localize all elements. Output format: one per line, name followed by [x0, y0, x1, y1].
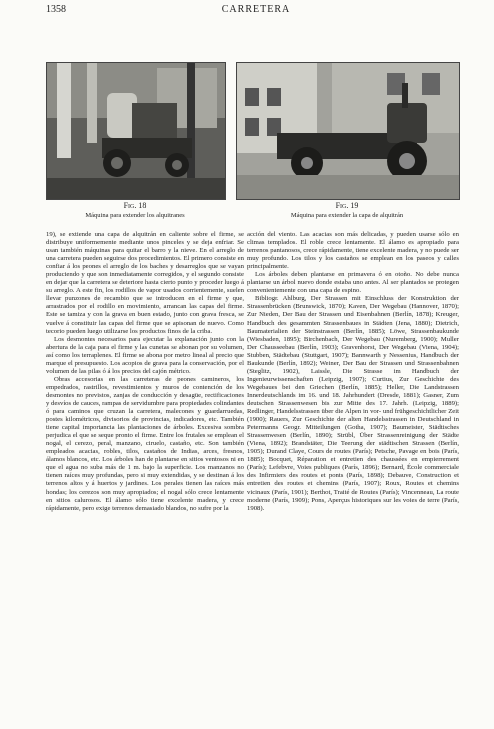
figure-19-caption: Máquina para extender la capa de alquitrán [290, 212, 404, 219]
paragraph: Obras accesorias en las carreteras de peones camineros, los empedrados, rastrillos, revestimientos y muros de contención de los desmontes no previstos, zanjas de conducción y desagüe, rectificaciones y desvíos de cauces, rampas de servidumbre para propiedades colindantes ó para caminos que cruzan la carretera, malecones y guardarruedas, postes kilométricos, divisorios de provincias, indicadores, etc. También tiene capital importancia las plantaciones de árboles. Excesiva sombra perjudica el que se seque pronto el firme. Entre los frutales se emplean el nogal, el cerezo, peral, manzano, ciruelo, castaño, etc. Son también empleados acacias, robles, tilos, castaños de Indias, arces, fresnos, álamos blancos, etc. Los árboles han de plantarse en sitios ventosos ni en que el agua no suba más de 1 m. bajo la superficie. Los manzanos no tienen raíces muy profundas, pero si muy extendidas, y se destinan á los terrenos altos y á huertos y jardines. Los perales tienen las raíces más hondas; los cerezos son muy apropiados; el nogal sólo crece lentamente en sitios calurosos. El álamo sólo tiene excelente madera, y crece rápidamente, pero exige terrenos demasiado blandos, no sufre por la [46, 375, 244, 512]
figure-19-label: Fig. 19 [335, 201, 359, 210]
paragraph: acción del viento. Las acacias son más delicadas, y pueden usarse sólo en climas templados. El roble crece lentamente. El álamo es apropiado para terrenos pantanosos, crece rápidamente, tiene excelente madera, y no puede ser muy profundo. Los tilos y los castaños se emplean en los paseos y calles principalmente. [247, 231, 459, 271]
figure-18-label: Fig. 18 [123, 201, 147, 210]
right-text-column [247, 231, 459, 513]
bibliography-paragraph: Bibliogr. Ahlburg, Der Strassen mit Einschluss der Konstruktion der Strassenbrücken (Brunswick, 1870); Kaven, Der Wegebau (Hannover, 1870); Zur Nieden, Der Bau der Strassen und Eisenbahnen (Berlín, 1878); Kreuger, Handbuch des gesammten Strassenbaues in Städten (Jena, 1880); Dietrich, Baumaterialien der Steinstrassen (Berlín, 1885); Löwe, Strassenbaukunde (Wiesbaden, 1895); Birchenbach, Der Wegebau (Nuremberg, 1900); Muller Der Chausseebau (Berlín, 1903); Gravenhorst, Der Wegebau (Viena, 1904); Stubben, Städtebau (Stuttgart, 1907); Bannwarth y Nessenius, Handbuch der Baukunde (Berlín, 1892); Weiner, Der Bau der Strassen und Strassenbahnen (Steglitz, 1902), Laissle, Die Strasse im Handbuch der Ingenieurwissenschaften (Leipzig, 1907); Curtius, Zur Geschichte des Wegebaues bei den Griechen (Berlín, 1885); Heller, Die Landstrassen Innerdeutschlands im 16. und 18. Jahrhundert (Dresde, 1881); Gasner, Zum deutschen Strassenwesen bis zur Mitte des 17. Jahrh. (Leipzig, 1889); Redlinger, Handelsstrassen über die Alpen in vor- und frühgeschichtlicher Zeit (1900); Rauers, Zur Geschichte der alten Handelsstrassen in Deutschland in Petermanns Geogr. Mitteilungen (Gotha, 1907); Baumeister, Städtisches Strassenwesen (Berlín, 1890); Strübl, Über Strassenreinigung der Städte (Viena, 1892); Brandstäter, Die Teerung der städtischen Strassen (Berlín, 1905); Durand Claye, Cours de routes (París); Petsche, Pavage en bois (París, 1885); Bocquet, Réparation et entretien des chaussées en empierrement (París); Lefebvre, Voies publiques (París, 1896); Bernard, École commerciale des Infirmiers des routes et ponts (París, 1898); Debauve, Construction et entretien des routes et chemins (París, 1907); Roux, Routes et chemins vicinaux (París, 1901); Berthot, Traité de Routes (París); Vincenneau, La route moderne (París, 1909); Pons, Aperçus historiques sur les voies de terre (París, 1908). [247, 295, 459, 512]
paragraph: 19), se extiende una capa de alquitrán en caliente sobre el firme, se distribuye uniformemente mediante unos pinceles y se deja enfriar. Se usan también máquinas para quitar el barro y la nieve. En el arreglo de una carretera pueden seguirse dos procedimientos. El primero consiste en confiar á los peones el arreglo de los baches y desarreglos que se vayan produciendo y que son inmediatamente corregidos, y el segundo consiste en dejar que la carretera se deteriore hasta cierto punto y proceder luego á su arreglo. A este fin, los rodillos de vapor usados corrientemente, suelen llevar punzones de recambio que se introducen en el firme y que, arrastrados por el rodillo en movimiento, arrancan las capas del firme. Este se tamiza y con la grava en buen estado, junto con grava fresca, se vuelve á constituir las capas del firme que se apisonan de nuevo. Como tecorio pueden luego utilizarse los productos finos de la criba. [46, 231, 244, 335]
page-header [46, 4, 466, 18]
left-text-column [46, 231, 244, 513]
paragraph: Los árboles deben plantarse en primavera ó en otoño. No debe nunca plantarse un árbol nuevo donde estaba uno antes. Al ser plantados se protegen convenientemente con una capa de espino. [247, 271, 459, 295]
figure-18-caption: Máquina para extender los alquitranes [85, 212, 185, 219]
figure-18-photo [46, 62, 226, 200]
paragraph: Los desmontes necesarios para ejecutar la explanación junto con la abertura de la caja para el firme y las cunetas se abonan por su volumen, así como los terraplenes. El firme se abona por metro lineal al precio que marque el presupuesto. Los acopios de grava para la conservación, por el volumen de las pilas ó á los precios del cajón métrico. [46, 335, 244, 375]
tar-spreading-machine-illustration [237, 63, 459, 199]
figure-19-photo [236, 62, 460, 200]
asphalt-machine-illustration [47, 63, 225, 199]
page-title: CARRETERA [221, 4, 291, 15]
page-number: 1358 [46, 4, 66, 15]
